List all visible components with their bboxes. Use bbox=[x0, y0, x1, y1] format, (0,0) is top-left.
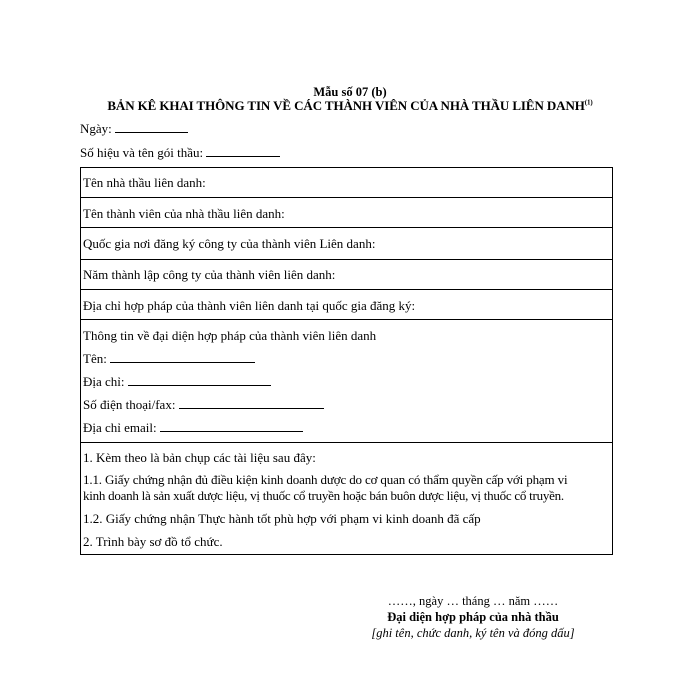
signature-note: [ghi tên, chức danh, ký tên và đóng dấu] bbox=[371, 626, 575, 640]
rep-name-row bbox=[83, 351, 255, 367]
attach-1-1-line1: 1.1. Giấy chứng nhận đủ điều kiện kinh doanh dược do cơ quan có thẩm quyền cấp với phạm vi bbox=[83, 472, 568, 487]
rep-address-label: Địa chỉ: bbox=[83, 374, 125, 389]
package-row bbox=[80, 145, 280, 161]
rep-name-field[interactable] bbox=[110, 352, 255, 363]
founding-year-label: Năm thành lập công ty của thành viên liên danh: bbox=[83, 267, 336, 282]
form-number: Mẫu số 07 (b) bbox=[313, 85, 387, 99]
form-title-text: BẢN KÊ KHAI THÔNG TIN VỀ CÁC THÀNH VIÊN CỦA NHÀ THẦU LIÊN DANH bbox=[107, 98, 585, 113]
attach-1-1-line2: kinh doanh là sản xuất dược liệu, vị thuốc cổ truyền hoặc bán buôn dược liệu, vị thuốc cổ truyền. bbox=[83, 488, 564, 503]
legal-address-label: Địa chỉ hợp pháp của thành viên liên danh tại quốc gia đăng ký: bbox=[83, 298, 416, 313]
rep-name-label: Tên: bbox=[83, 351, 107, 366]
package-label: Số hiệu và tên gói thầu: bbox=[80, 145, 204, 160]
form-title-note: (1) bbox=[584, 98, 593, 107]
attach-2: 2. Trình bày sơ đồ tổ chức. bbox=[83, 534, 223, 549]
signature-date-line: ……, ngày … tháng … năm …… bbox=[387, 594, 559, 608]
rep-phone-row bbox=[83, 397, 324, 413]
package-field[interactable] bbox=[206, 146, 280, 157]
rep-email-label: Địa chỉ email: bbox=[83, 420, 157, 435]
row-divider bbox=[81, 259, 612, 260]
rep-email-row bbox=[83, 420, 303, 436]
date-field[interactable] bbox=[115, 122, 188, 133]
rep-address-row bbox=[83, 374, 271, 390]
row-divider bbox=[81, 197, 612, 198]
row-divider bbox=[81, 442, 612, 443]
row-divider bbox=[81, 227, 612, 228]
rep-phone-label: Số điện thoại/fax: bbox=[83, 397, 176, 412]
rep-phone-field[interactable] bbox=[179, 398, 324, 409]
date-label: Ngày: bbox=[80, 121, 112, 136]
rep-email-field[interactable] bbox=[160, 421, 303, 432]
member-name-label: Tên thành viên của nhà thầu liên danh: bbox=[83, 206, 285, 221]
row-divider bbox=[81, 289, 612, 290]
joint-venture-name-label: Tên nhà thầu liên danh: bbox=[83, 175, 206, 190]
attach-1-2: 1.2. Giấy chứng nhận Thực hành tốt phù hợp với phạm vi kinh doanh đã cấp bbox=[83, 511, 481, 526]
rep-heading: Thông tin về đại diện hợp pháp của thành viên liên danh bbox=[83, 328, 377, 343]
form-title bbox=[0, 98, 700, 114]
row-divider bbox=[81, 319, 612, 320]
signature-title: Đại diện hợp pháp của nhà thầu bbox=[387, 610, 559, 624]
date-row bbox=[80, 121, 188, 137]
member-info-table bbox=[80, 167, 613, 555]
registration-country-label: Quốc gia nơi đăng ký công ty của thành viên Liên danh: bbox=[83, 236, 376, 251]
rep-address-field[interactable] bbox=[128, 375, 271, 386]
attach-heading: 1. Kèm theo là bản chụp các tài liệu sau đây: bbox=[83, 450, 316, 465]
